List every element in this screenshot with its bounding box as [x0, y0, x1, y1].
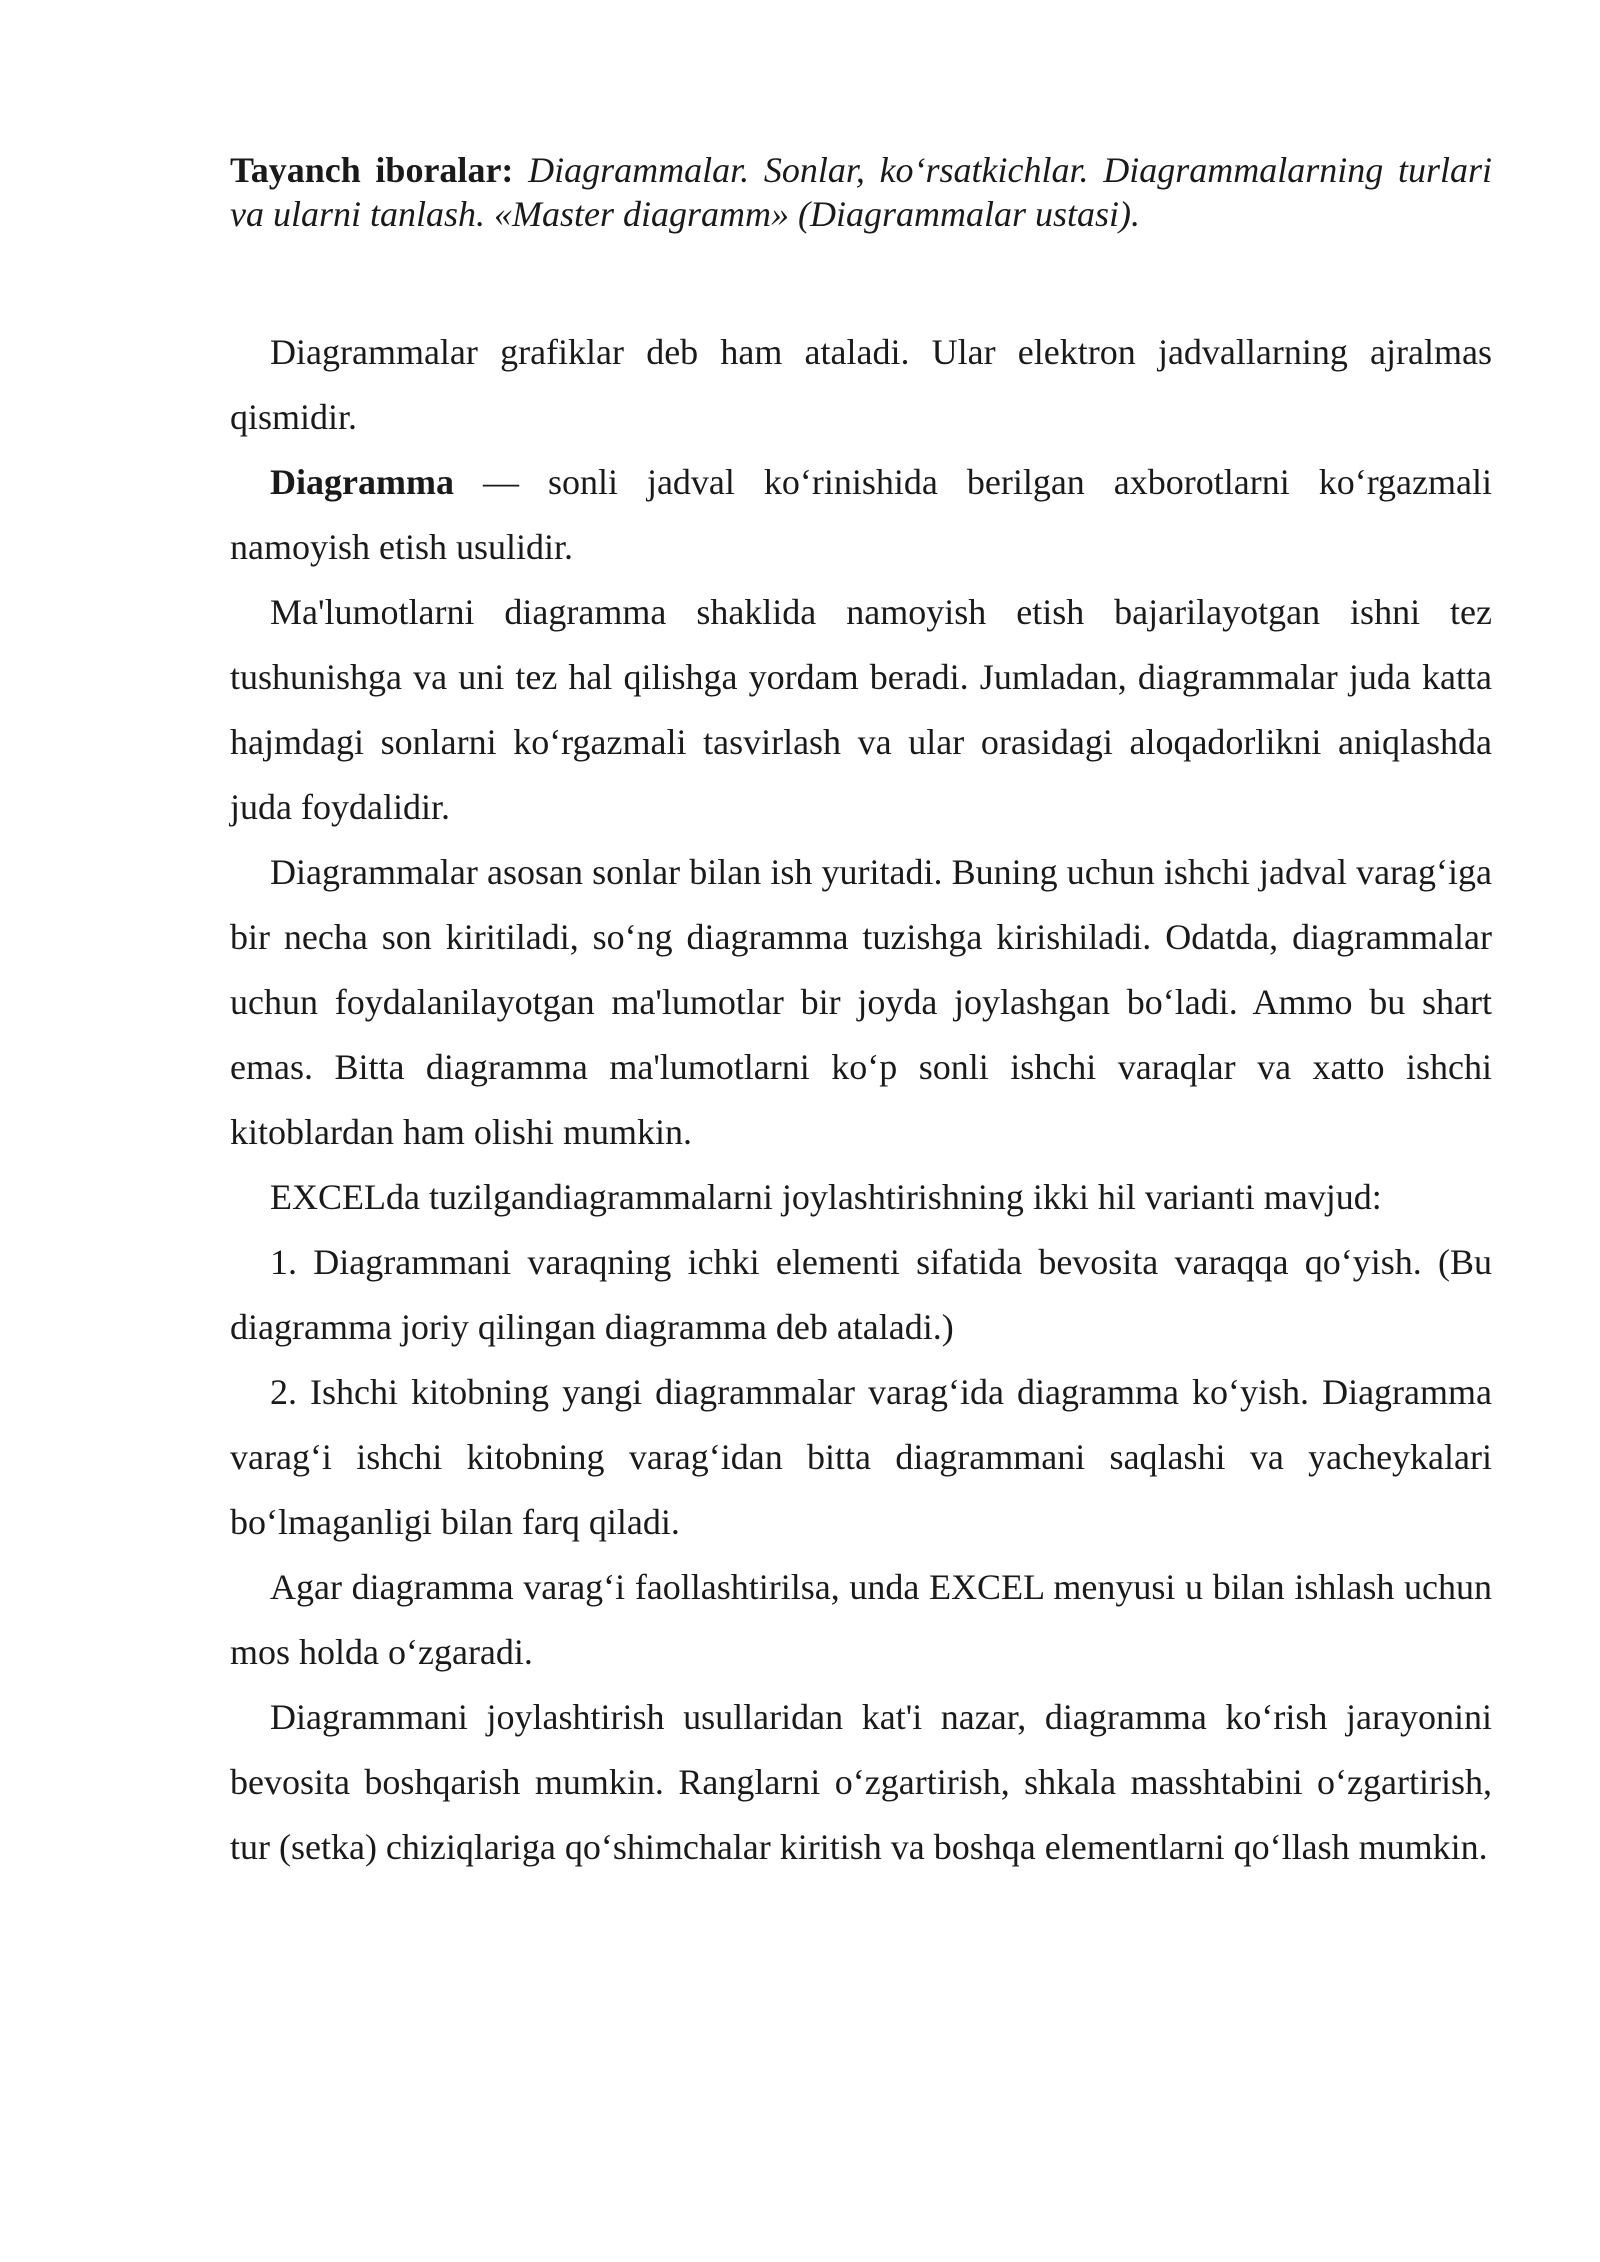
paragraph-1: Diagrammalar grafiklar deb ham ataladi. Ular elektron jadvallarning ajralmas qismidir.: [230, 332, 1492, 437]
definition-text: — sonli jadval ko‘rinishida berilgan axborotlarni ko‘rgazmali namoyish etish usulidir.: [230, 462, 1492, 567]
keywords-text: Diagrammalar. Sonlar, ko‘rsatkichlar. Diagrammalarning turlari va ularni tanlash. «Master diagramm» (Diagrammalar ustasi).: [230, 150, 1492, 234]
paragraph-3: Ma'lumotlarni diagramma shaklida namoyish etish bajarilayotgan ishni tez tushunishga va uni tez hal qilishga yordam beradi. Jumladan, diagrammalar juda katta hajmdagi sonlarni ko‘rgazmali tasvirlash va ular orasidagi aloqadorlikni aniqlashda juda foydalidir.: [230, 592, 1492, 827]
paragraph-8: Agar diagramma varag‘i faollashtirilsa, unda EXCEL menyusi u bilan ishlash uchun mos holda o‘zgaradi.: [230, 1567, 1492, 1672]
list-item-2: 2. Ishchi kitobning yangi diagrammalar varag‘ida diagramma ko‘yish. Diagramma varag‘i ishchi kitobning varag‘idan bitta diagrammani saqlashi va yacheykalari bo‘lmaganligi bilan farq qiladi.: [230, 1372, 1492, 1542]
keywords-line: [230, 148, 1492, 236]
paragraph-2: [230, 450, 1492, 580]
term-diagramma: Diagramma: [270, 462, 454, 502]
paragraph-5: EXCELda tuzilgandiagrammalarni joylashtirishning ikki hil varianti mavjud:: [270, 1177, 1382, 1217]
document-page: [230, 148, 1492, 1880]
list-item-1: 1. Diagrammani varaqning ichki elementi sifatida bevosita varaqqa qo‘yish. (Bu diagramma joriy qilingan diagramma deb ataladi.): [230, 1242, 1492, 1347]
keywords-label: Tayanch iboralar:: [230, 150, 514, 190]
paragraph-9: Diagrammani joylashtirish usullaridan kat'i nazar, diagramma ko‘rish jarayonini bevosita boshqarish mumkin. Ranglarni o‘zgartirish, shkala masshtabini o‘zgartirish, tur (setka) chiziqlariga qo‘shimchalar kiritish va boshqa elementlarni qo‘llash mumkin.: [230, 1697, 1492, 1867]
paragraph-4: Diagrammalar asosan sonlar bilan ish yuritadi. Buning uchun ishchi jadval varag‘iga bir necha son kiritiladi, so‘ng diagramma tuzishga kirishiladi. Odatda, diagrammalar uchun foydalanilayotgan ma'lumotlar bir joyda joylashgan bo‘ladi. Ammo bu shart emas. Bitta diagramma ma'lumotlarni ko‘p sonli ishchi varaqlar va xatto ishchi kitoblardan ham olishi mumkin.: [230, 852, 1492, 1152]
